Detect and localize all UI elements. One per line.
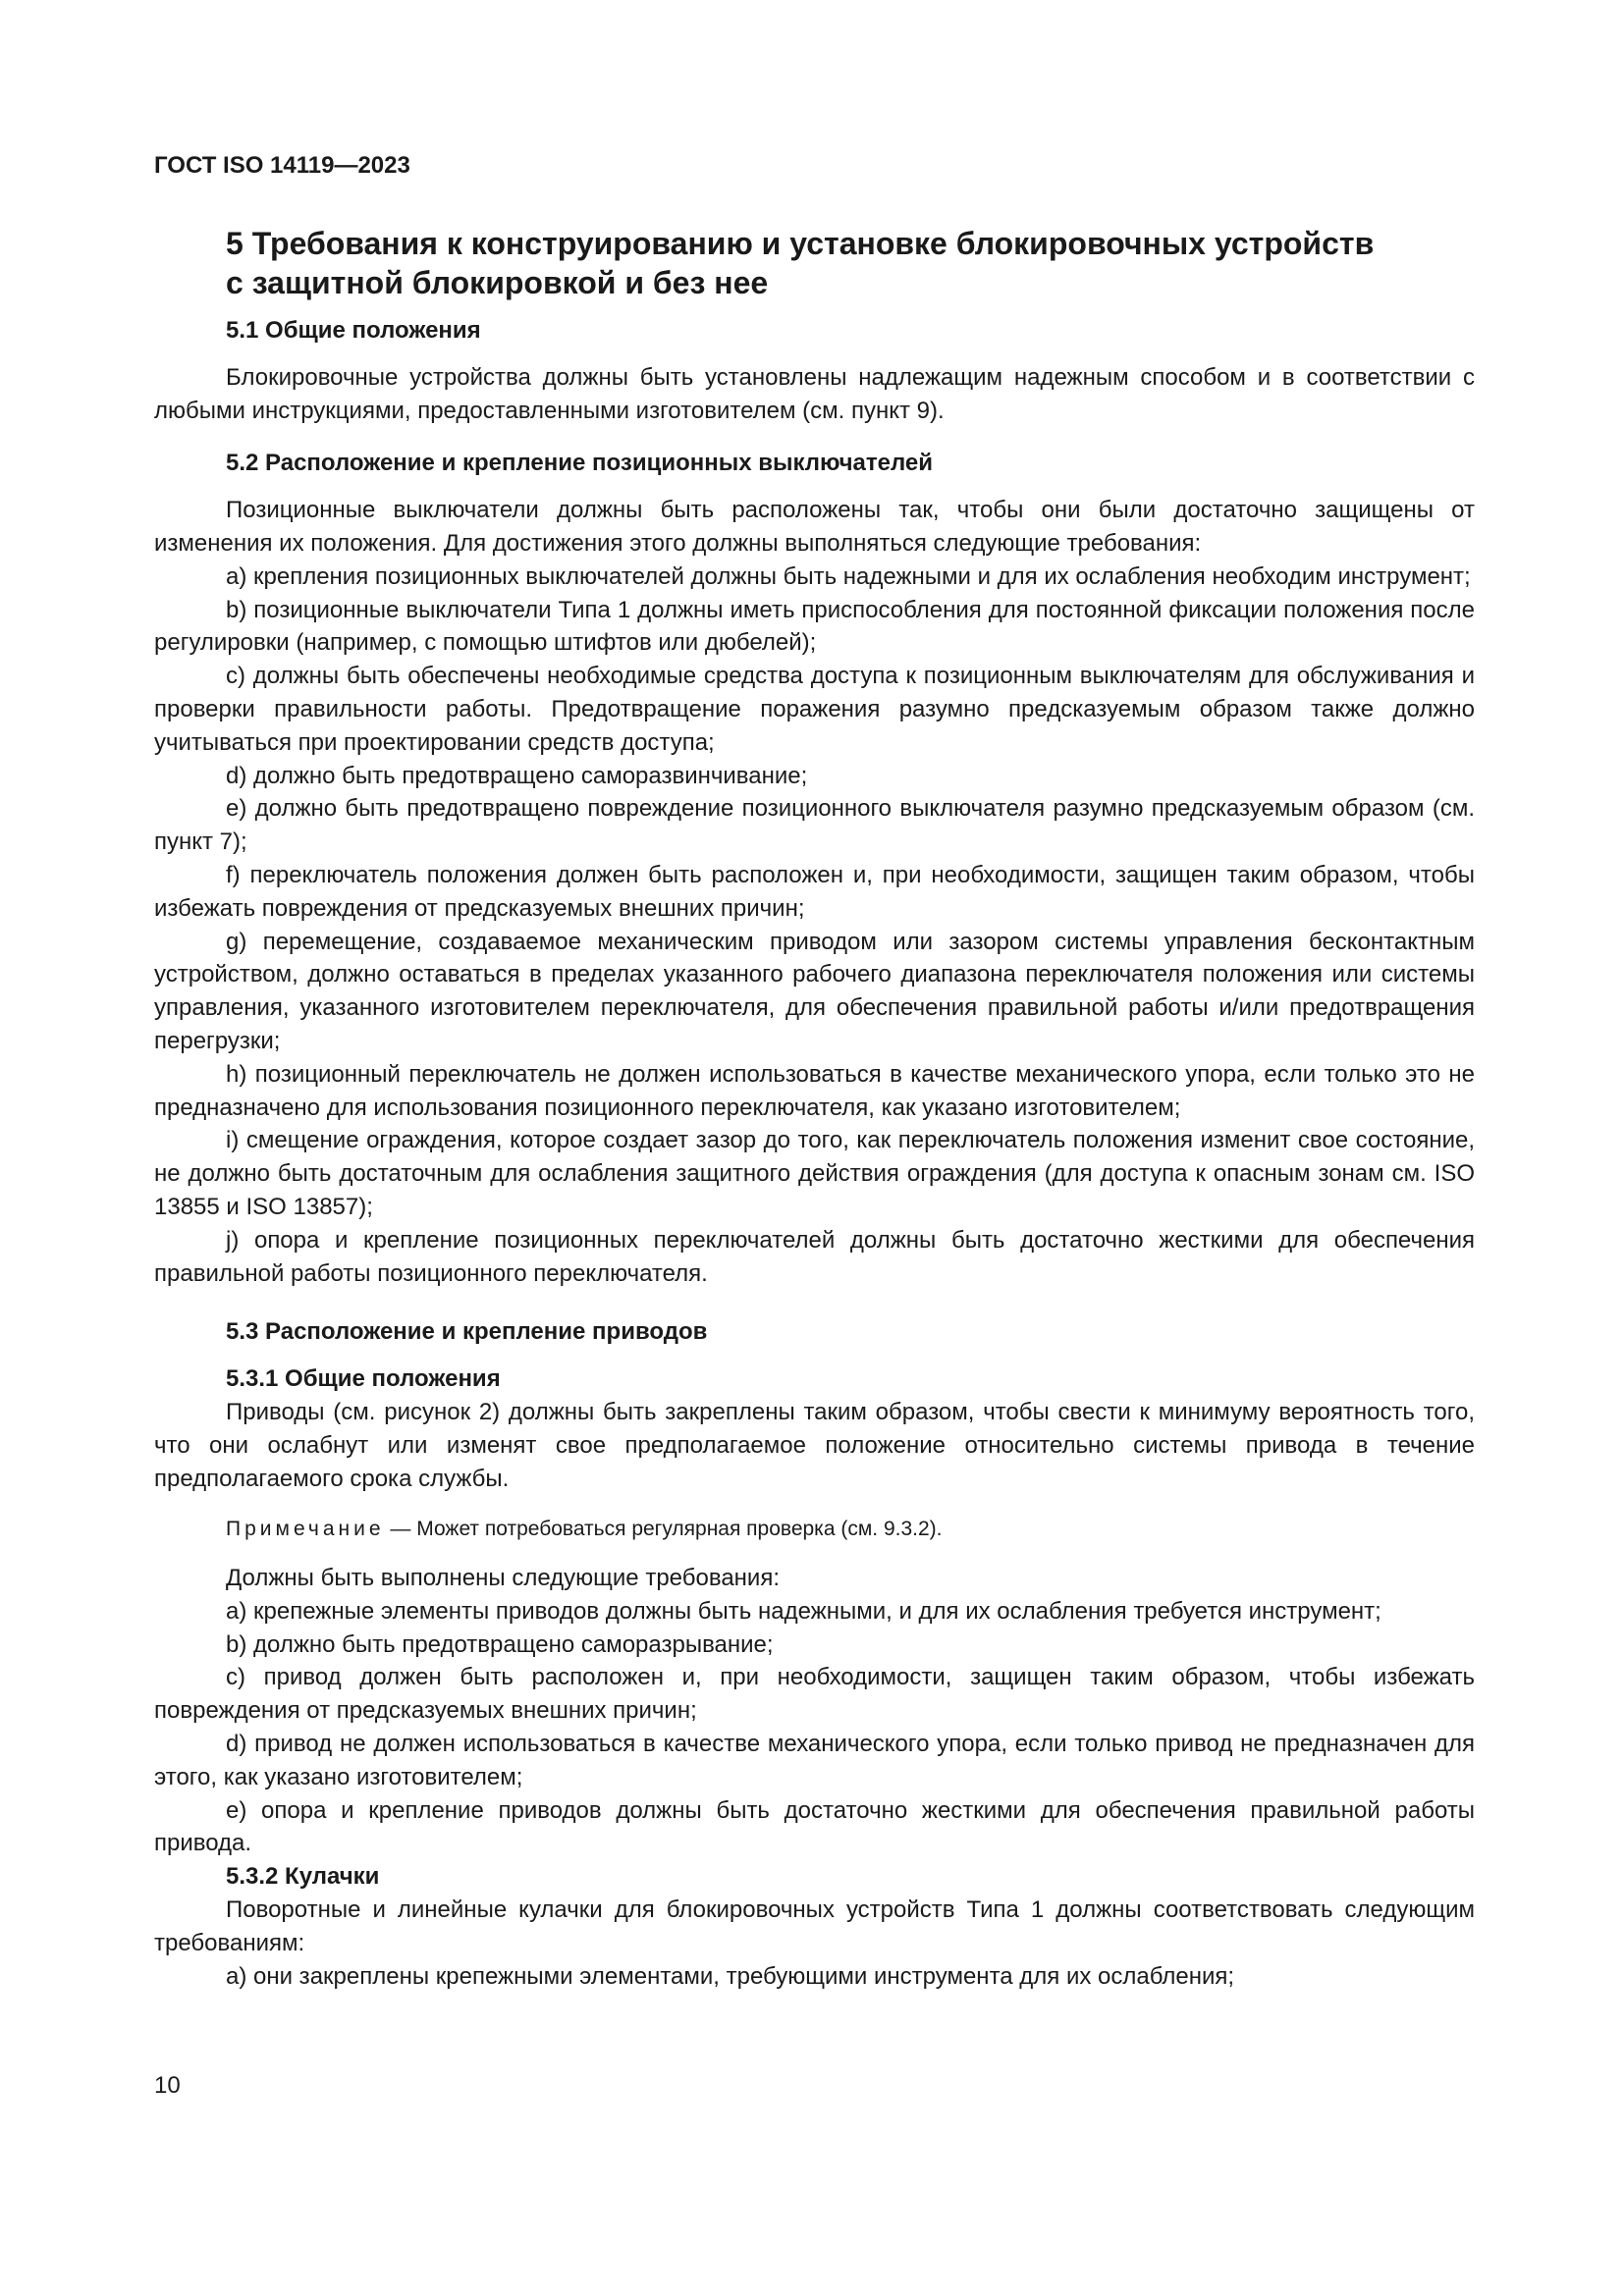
list-item: j) опора и крепление позиционных переключателей должны быть достаточно жесткими для обеспечения правильной работы позиционного переключателя.: [154, 1226, 1475, 1287]
section-5-1-heading: 5.1 Общие положения: [226, 317, 481, 344]
list-item: a) крепления позиционных выключателей должны быть надежными и для их ослабления необходим инструмент;: [226, 562, 1471, 590]
section-5-2-intro: Позиционные выключатели должны быть расположены так, чтобы они были достаточно защищены от изменения их положения. Для достижения этого должны выполняться следующие требования:: [154, 497, 1475, 557]
page-number: 10: [154, 2072, 181, 2099]
list-item: d) привод не должен использоваться в качестве механического упора, если только привод не предназначен для этого, как указано изготовителем;: [154, 1731, 1475, 1790]
list-item: a) они закреплены крепежными элементами, требующими инструмента для их ослабления;: [226, 1962, 1235, 1990]
list-item: c) привод должен быть расположен и, при необходимости, защищен таким образом, чтобы избежать повреждения от предсказуемых внешних причин;: [154, 1664, 1475, 1725]
section-5-title-line-2: с защитной блокировкой и без нее: [226, 265, 769, 300]
note: [154, 1513, 1475, 1546]
list-item: c) должны быть обеспечены необходимые средства доступа к позиционным выключателям для обслуживания и проверки правильности работы. Предотвращение поражения разумно предсказуемым образом также должно учитываться при проектировании средств доступа;: [154, 663, 1475, 756]
section-5-1-paragraph: Блокировочные устройства должны быть установлены надлежащим надежным способом и в соответствии с любыми инструкциями, предоставленными изготовителем (см. пункт 9).: [154, 363, 1475, 424]
list-item: g) перемещение, создаваемое механическим приводом или зазором системы управления бесконтактным устройством, должно оставаться в пределах указанного рабочего диапазона переключателя положения или системы управления, указанного изготовителем переключателя, для обеспечения правильной работы и/или предотвращения перегрузки;: [154, 928, 1475, 1054]
section-5-2-heading: 5.2 Расположение и крепление позиционных выключателей: [226, 450, 934, 477]
section-5-title: [154, 224, 1475, 302]
section-5-3-heading: 5.3 Расположение и крепление приводов: [226, 1318, 708, 1346]
document-id-header: ГОСТ ISO 14119—2023: [154, 152, 410, 179]
section-5-3-1-paragraph: Приводы (см. рисунок 2) должны быть закреплены таким образом, чтобы свести к минимуму вероятность того, что они ослабнут или изменят свое предполагаемое положение относительно системы привода в течение предполагаемого срока службы.: [154, 1398, 1475, 1492]
list-item: b) должно быть предотвращено саморазрывание;: [226, 1630, 774, 1658]
list-item: d) должно быть предотвращено саморазвинчивание;: [226, 762, 808, 789]
list-item: e) опора и крепление приводов должны быть достаточно жесткими для обеспечения правильной работы привода.: [154, 1796, 1475, 1857]
list-item: b) позиционные выключатели Типа 1 должны иметь приспособления для постоянной фиксации положения после регулировки (например, с помощью штифтов или дюбелей);: [154, 596, 1475, 657]
section-5-3-1-heading: 5.3.1 Общие положения: [226, 1365, 501, 1393]
list-item: e) должно быть предотвращено повреждение позиционного выключателя разумно предсказуемым образом (см. пункт 7);: [154, 795, 1475, 856]
list-item: i) смещение ограждения, которое создает зазор до того, как переключатель положения изменит свое состояние, не должно быть достаточным для ослабления защитного действия ограждения (для доступа к опасным зонам см. ISO 13855 и ISO 13857);: [154, 1127, 1475, 1220]
section-5-title-line-1: 5 Требования к конструированию и установке блокировочных устройств: [226, 226, 1375, 261]
requirements-intro: Должны быть выполнены следующие требования:: [226, 1565, 780, 1592]
page-content: [154, 224, 1475, 1993]
list-item: h) позиционный переключатель не должен использоваться в качестве механического упора, если только это не предназначено для использования позиционного переключателя, как указано изготовителем;: [154, 1060, 1475, 1121]
note-text: — Может потребоваться регулярная проверка (см. 9.3.2).: [384, 1518, 943, 1541]
list-item: a) крепежные элементы приводов должны быть надежными, и для их ослабления требуется инструмент;: [226, 1597, 1381, 1625]
note-label: Примечание: [226, 1518, 385, 1541]
section-5-3-2-heading: 5.3.2 Кулачки: [226, 1863, 380, 1891]
list-item: f) переключатель положения должен быть расположен и, при необходимости, защищен таким образом, чтобы избежать повреждения от предсказуемых внешних причин;: [154, 861, 1475, 922]
section-5-3-2-paragraph: Поворотные и линейные кулачки для блокировочных устройств Типа 1 должны соответствовать следующим требованиям:: [154, 1896, 1475, 1956]
